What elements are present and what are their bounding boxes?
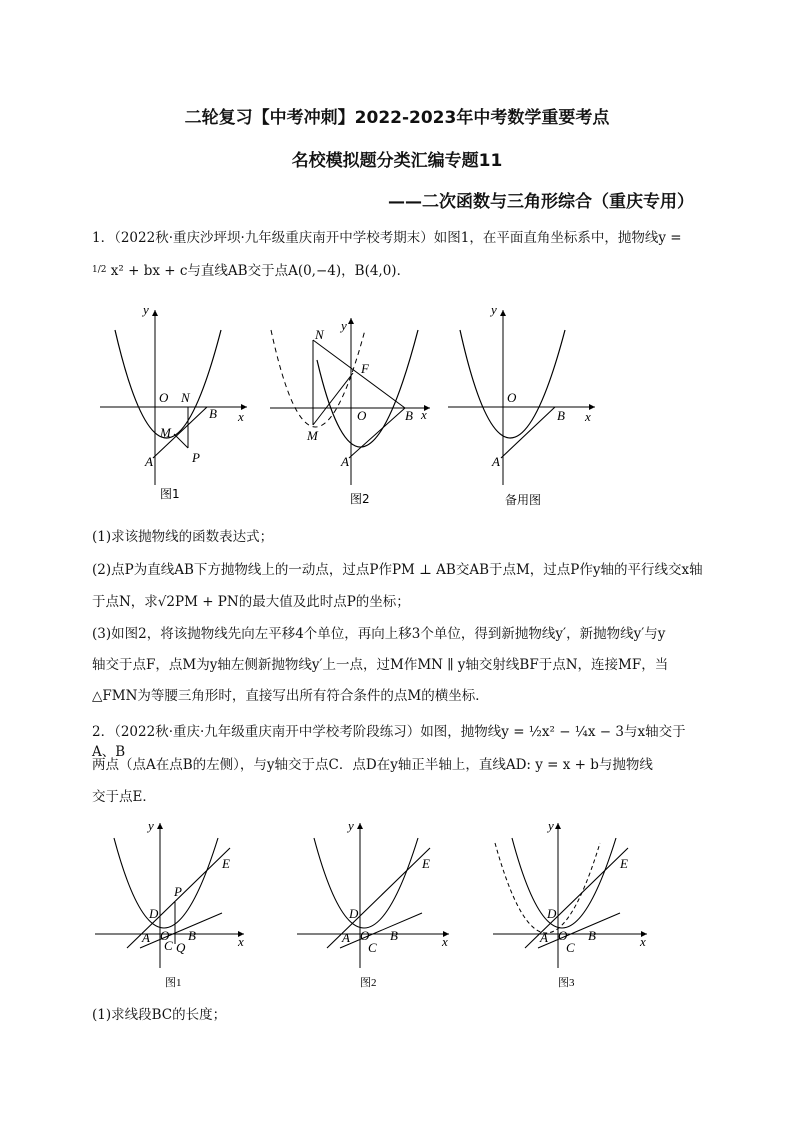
label-A: A (342, 930, 350, 945)
q1-part1: (1)求该抛物线的函数表达式； (92, 529, 274, 545)
q1-figure-1 (95, 300, 255, 510)
label-M: M (160, 425, 171, 440)
q1-intro-line-2 (92, 260, 707, 281)
label-y: y (491, 302, 497, 317)
label-C: C (368, 940, 377, 955)
parabola (114, 838, 218, 928)
fig3-caption: 图3 (558, 977, 575, 989)
q2-intro-line-1: 2．（2022秋·重庆·九年级重庆南开中学校考阶段练习）如图，抛物线y = ½x² − ¼x − 3与x轴交于A、B (92, 724, 686, 760)
q1-intro-line-1: 1．（2022秋·重庆沙坪坝·九年级重庆南开中学校考期末）如图1，在平面直角坐标系中，抛物线y = (92, 230, 682, 246)
y-axis-arrow-icon (357, 823, 363, 829)
label-C: C (164, 938, 173, 953)
label-C: C (566, 940, 575, 955)
label-O: O (160, 928, 170, 943)
label-D: D (547, 906, 557, 921)
label-B: B (588, 928, 596, 943)
q1-part2-line-1: (2)点P为直线AB下方抛物线上的一动点，过点P作PM ⊥ AB交AB于点M，过点P作y轴的平行线交x轴 (92, 562, 703, 578)
q2-figure-2 (292, 818, 457, 993)
label-B: B (390, 928, 398, 943)
spare-caption: 备用图 (505, 493, 542, 507)
label-A: A (540, 930, 548, 945)
q2-part1: (1)求线段BC的长度； (92, 1007, 227, 1023)
label-D: D (349, 906, 359, 921)
segment-PM (174, 434, 188, 448)
label-P: P (174, 884, 182, 899)
label-x: x (640, 934, 646, 949)
label-E: E (620, 856, 628, 871)
label-D: D (149, 906, 159, 921)
label-x: x (442, 934, 448, 949)
label-A: A (341, 454, 349, 469)
label-y: y (348, 818, 354, 833)
label-A: A (142, 930, 150, 945)
label-F: F (361, 361, 369, 376)
q2-figure-1 (92, 818, 252, 993)
line-AB (501, 407, 555, 458)
label-y: y (548, 818, 554, 833)
label-O: O (159, 390, 169, 405)
label-y: y (341, 318, 347, 333)
q2-intro-line-3: 交于点E． (92, 789, 156, 805)
title-line-3: ——二次函数与三角形综合（重庆专用） (388, 192, 694, 212)
parabola (314, 838, 418, 928)
fig2-caption: 图2 (360, 977, 377, 989)
parabola (460, 330, 565, 438)
label-y: y (148, 818, 154, 833)
q1-part3-line-3: △FMN为等腰三角形时，直接写出所有符合条件的点M的横坐标． (92, 688, 489, 704)
label-O: O (357, 408, 367, 423)
title-line-2: 名校模拟题分类汇编专题11 (291, 151, 503, 171)
q1-part2-line-2: 于点N，求√2PM + PN的最大值及此时点P的坐标； (92, 594, 410, 610)
label-A: A (145, 454, 153, 469)
label-E: E (422, 856, 430, 871)
label-B: B (405, 408, 413, 423)
parabola (512, 838, 616, 928)
label-O: O (360, 928, 370, 943)
fig1-caption: 图1 (160, 487, 180, 501)
label-E: E (222, 856, 230, 871)
y-axis-arrow-icon (157, 823, 163, 829)
label-N: N (181, 390, 190, 405)
title-line-1: 二轮复习【中考冲刺】2022-2023年中考数学重要考点 (184, 108, 610, 128)
label-B: B (557, 408, 565, 423)
parabola (115, 330, 221, 438)
label-y: y (143, 302, 149, 317)
label-O: O (507, 390, 517, 405)
q1-figure-2 (265, 300, 440, 510)
q1-fraction: 1/2 (92, 265, 107, 275)
fig1-caption: 图1 (165, 977, 182, 989)
y-axis-arrow-icon (152, 310, 158, 316)
label-x: x (238, 409, 244, 424)
label-x: x (585, 409, 591, 424)
label-O: O (558, 928, 568, 943)
y-axis-arrow-icon (348, 318, 354, 324)
label-x: x (421, 407, 427, 422)
label-P: P (192, 450, 200, 465)
q1-spare-figure (445, 300, 605, 510)
label-Q: Q (176, 940, 186, 955)
label-A: A (492, 454, 500, 469)
label-M: M (307, 428, 318, 443)
label-x: x (238, 934, 244, 949)
q2-figure-3 (490, 818, 655, 993)
segment-MF (313, 373, 353, 425)
q1-part3-line-2: 轴交于点F，点M为y轴左侧新抛物线y′上一点，过M作MN ∥ y轴交射线BF于点N，连接MF，当 (92, 657, 669, 673)
y-axis-arrow-icon (500, 310, 506, 316)
q2-intro-line-2: 两点（点A在点B的左侧），与y轴交于点C．点D在y轴正半轴上，直线AD: y = x + b与抛物线 (92, 757, 653, 773)
q1-part3-line-1: (3)如图2，将该抛物线先向左平移4个单位，再向上移3个单位，得到新抛物线y′，新抛物线y′与y (92, 626, 666, 642)
label-B: B (209, 406, 217, 421)
label-N: N (315, 327, 324, 342)
q1-intro-line-2-text: x² + bx + c与直线AB交于点A(0,−4)，B(4,0)． (110, 263, 411, 279)
y-axis-arrow-icon (555, 823, 561, 829)
label-B: B (188, 928, 196, 943)
fig2-caption: 图2 (350, 492, 370, 506)
parabola (317, 330, 418, 447)
